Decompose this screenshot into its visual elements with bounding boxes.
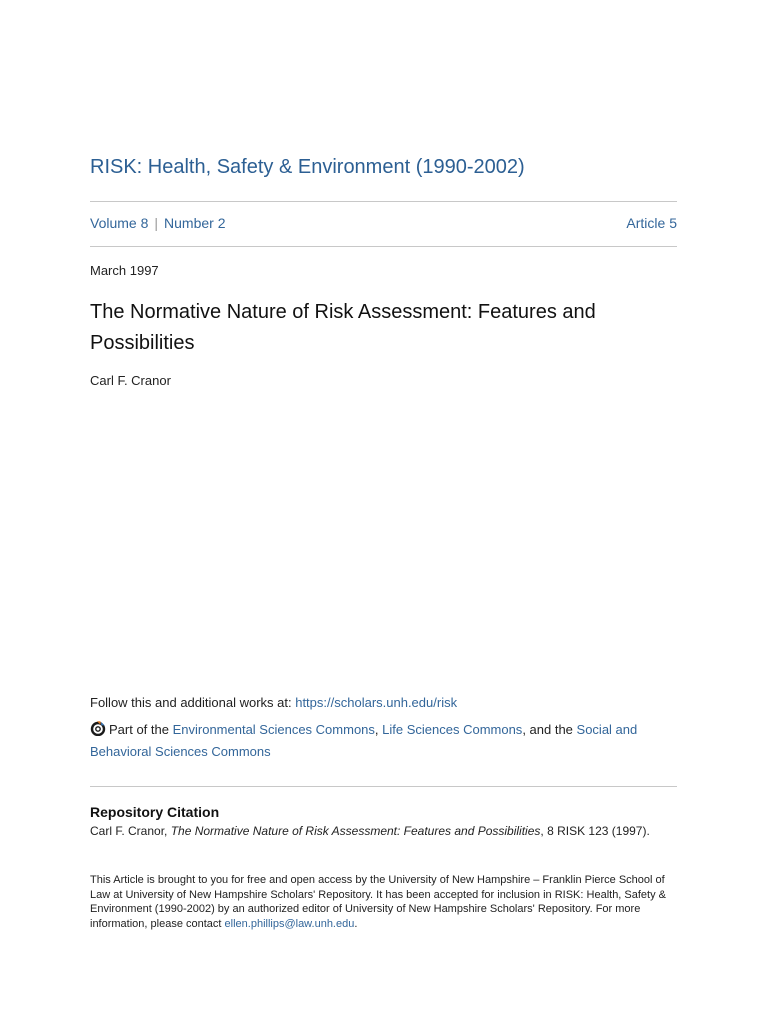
article-title: The Normative Nature of Risk Assessment: Features and Possibilities — [90, 301, 596, 354]
environmental-sciences-commons-link[interactable]: Environmental Sciences Commons — [172, 722, 375, 737]
divider-issue — [90, 246, 677, 247]
life-sciences-commons-link[interactable]: Life Sciences Commons — [382, 722, 523, 737]
follow-prefix: Follow this and additional works at: — [90, 695, 296, 710]
journal-title-link[interactable]: RISK: Health, Safety & Environment (1990-2002) — [90, 156, 525, 178]
part-of-line — [90, 719, 680, 763]
citation-suffix: , 8 RISK 123 (1997). — [540, 824, 650, 838]
part-of-sep-1: , — [374, 722, 383, 737]
author-name: Carl F. Cranor — [90, 373, 171, 388]
part-of-sep-2: , and the — [522, 722, 577, 737]
access-notice-end: . — [354, 917, 358, 930]
part-of-prefix: Part of the — [109, 722, 173, 737]
article-link[interactable]: Article 5 — [626, 215, 677, 231]
follow-line — [90, 695, 457, 710]
volume-link[interactable]: Volume 8 — [90, 215, 149, 231]
citation-heading: Repository Citation — [90, 804, 220, 820]
repository-citation — [90, 824, 650, 838]
social-behavioral-sciences-commons-link[interactable]: Social and Behavioral Sciences Commons — [90, 722, 638, 759]
citation-author: Carl F. Cranor, — [90, 824, 171, 838]
cover-page — [90, 0, 677, 1024]
issue-row — [90, 214, 677, 232]
contact-email-link[interactable]: ellen.phillips@law.unh.edu — [224, 917, 355, 930]
divider-citation — [90, 786, 677, 787]
divider-top — [90, 201, 677, 202]
bepress-commons-icon — [90, 720, 106, 736]
access-notice-text: This Article is brought to you for free and open access by the University of New Hampshire – Franklin Pierce School of Law at University of New Hampshire Scholars' Repository. It has been accepted for inclusion in RISK: Health, Safety & Environment (1990-2002) by an authorized editor of University of New Hampshire Scholars' Repository. For more information, please contact — [90, 874, 666, 930]
number-link[interactable]: Number 2 — [164, 215, 226, 231]
citation-title: The Normative Nature of Risk Assessment: Features and Possibilities — [170, 824, 541, 838]
publication-date: March 1997 — [90, 263, 159, 278]
access-notice — [90, 873, 680, 931]
repository-url-link[interactable]: https://scholars.unh.edu/risk — [295, 695, 458, 710]
issue-separator: | — [154, 215, 159, 231]
